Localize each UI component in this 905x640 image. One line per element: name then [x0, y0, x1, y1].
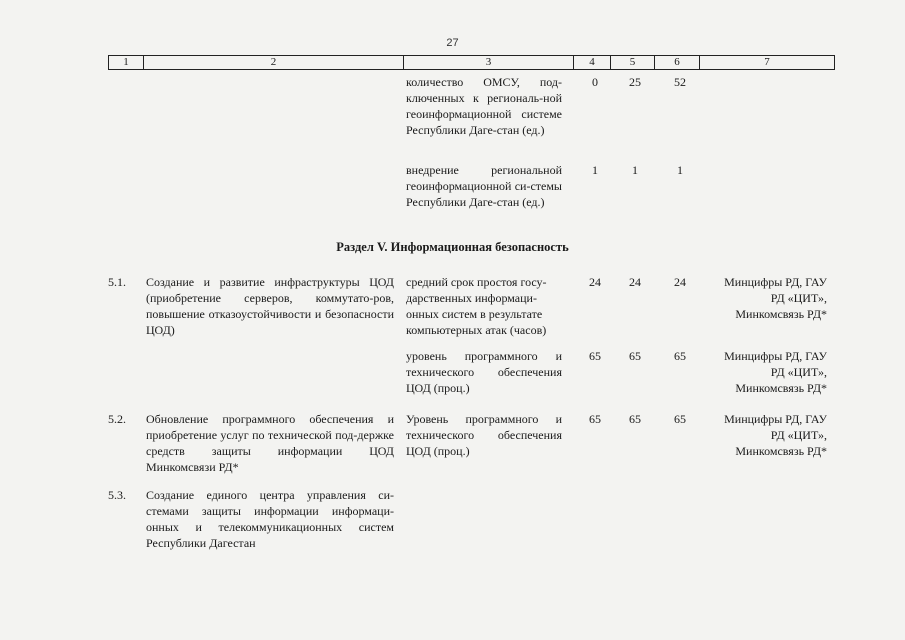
value-col5: 1 [632, 163, 638, 177]
executors: Минцифры РД, ГАУ РД «ЦИТ», Минкомсвязь РД* [724, 412, 827, 458]
value-col5: 25 [629, 75, 641, 89]
value-col6: 24 [674, 275, 686, 289]
column-header-3: 3 [404, 56, 574, 70]
indicator-software-level: Уровень программного и технического обеспечения ЦОД (проц.) [406, 412, 562, 458]
value-col4: 65 [589, 412, 601, 426]
indicator-software-level: уровень программного и технического обеспечения ЦОД (проц.) [406, 349, 562, 395]
indicator-omsu: количество ОМСУ, под-ключенных к региональ-ной геоинформационной системе Республики Даге-стан (ед.) [406, 75, 562, 137]
item-number: 5.1. [108, 275, 126, 289]
item-name: Создание и развитие инфраструктуры ЦОД (приобретение серверов, коммутато-ров, повышение отказоустойчивости и безопасности ЦОД) [146, 275, 394, 337]
column-header-6: 6 [655, 56, 700, 70]
column-header-7: 7 [700, 56, 835, 70]
executors: Минцифры РД, ГАУ РД «ЦИТ», Минкомсвязь РД* [724, 349, 827, 395]
section-heading: Раздел V. Информационная безопасность [336, 240, 569, 254]
executors: Минцифры РД, ГАУ РД «ЦИТ», Минкомсвязь РД* [724, 275, 827, 321]
column-header-1: 1 [109, 56, 144, 70]
column-header-5: 5 [611, 56, 655, 70]
indicator-downtime: средний срок простоя госу-дарственных информаци-онных систем в результате компьютерных атак (часов) [406, 275, 547, 337]
column-header-row [108, 55, 835, 70]
value-col6: 65 [674, 349, 686, 363]
item-number: 5.3. [108, 488, 126, 502]
value-col5: 65 [629, 349, 641, 363]
value-col6: 1 [677, 163, 683, 177]
item-name: Создание единого центра управления си-стемами защиты информации информаци-онных и телекоммуникационных систем Республики Дагестан [146, 488, 394, 550]
item-name: Обновление программного обеспечения и приобретение услуг по технической под-держке средств защиты информации ЦОД Минкомсвязи РД* [146, 412, 394, 474]
value-col4: 1 [592, 163, 598, 177]
column-header-4: 4 [574, 56, 611, 70]
column-header-2: 2 [144, 56, 404, 70]
value-col4: 24 [589, 275, 601, 289]
item-number: 5.2. [108, 412, 126, 426]
value-col6: 65 [674, 412, 686, 426]
value-col5: 24 [629, 275, 641, 289]
value-col4: 0 [592, 75, 598, 89]
value-col6: 52 [674, 75, 686, 89]
value-col5: 65 [629, 412, 641, 426]
page-number: 27 [446, 37, 459, 49]
value-col4: 65 [589, 349, 601, 363]
indicator-geo-system: внедрение региональной геоинформационной си-стемы Республики Даге-стан (ед.) [406, 163, 562, 209]
